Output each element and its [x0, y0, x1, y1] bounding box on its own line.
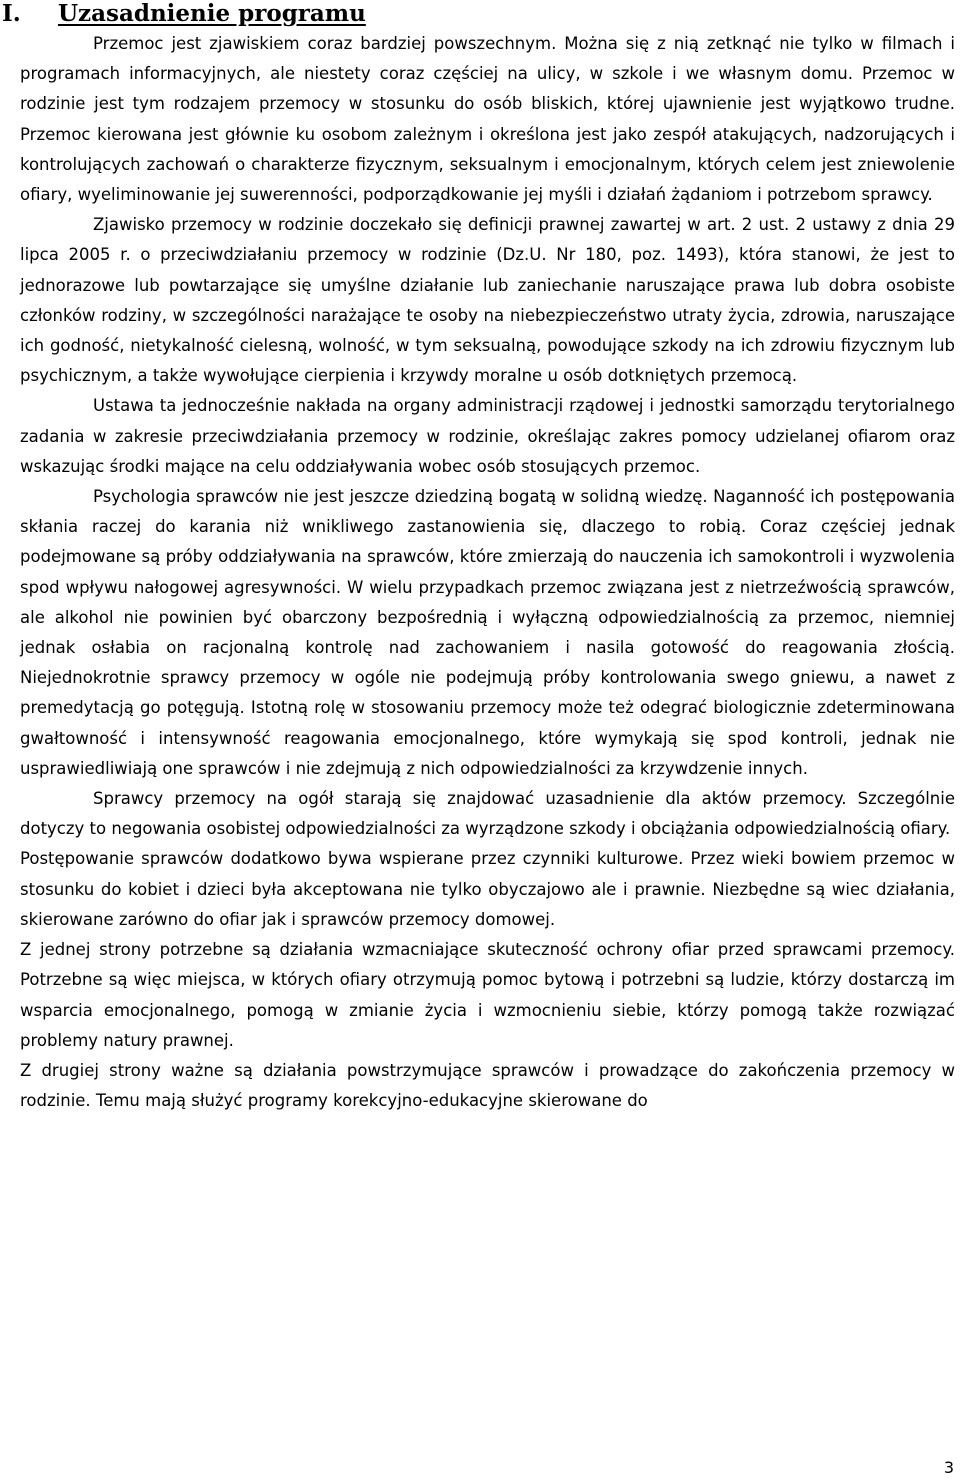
paragraph-3: Ustawa ta jednocześnie nakłada na organy administracji rządowej i jednostki samorządu terytorialnego zadania w zakresie przeciwdziałania przemocy w rodzinie, określając zakres pomocy udzielanej ofiarom oraz wskazując środki mające na celu oddziaływania wobec osób stosujących przemoc.: [20, 396, 955, 476]
page-number: 3: [943, 1458, 954, 1477]
paragraph-2: Zjawisko przemocy w rodzinie doczekało się definicji prawnej zawartej w art. 2 ust. 2 ustawy z dnia 29 lipca 2005 r. o przeciwdziałaniu przemocy w rodzinie (Dz.U. Nr 180, poz. 1493), która stanowi, że jest to jednorazowe lub powtarzające się umyślne działanie lub zaniechanie naruszające prawa lub dobra osobiste członków rodziny, w szczególności narażające te osoby na niebezpieczeństwo utraty życia, zdrowia, naruszające ich godność, nietykalność cielesną, wolność, w tym seksualną, powodujące szkody na ich zdrowiu fizycznym lub psychicznym, a także wywołujące cierpienia i krzywdy moralne u osób dotkniętych przemocą.: [20, 215, 955, 386]
section-number: I.: [2, 0, 21, 27]
section-heading: [0, 0, 935, 29]
paragraph-7: Z jednej strony potrzebne są działania wzmacniające skuteczność ochrony ofiar przed sprawcami przemocy. Potrzebne są więc miejsca, w których ofiary otrzymują pomoc bytową i potrzebni są ludzie, którzy dostarczą im wsparcia emocjonalnego, pomogą w zmianie życia i wzmocnieniu siebie, którzy pomogą także rozwiązać problemy natury prawnej.: [20, 940, 955, 1050]
paragraph-4: Psychologia sprawców nie jest jeszcze dziedziną bogatą w solidną wiedzę. Naganność ich postępowania skłania raczej do karania niż wnikliwego zastanowienia się, dlaczego to robią. Coraz częściej jednak podejmowane są próby oddziaływania na sprawców, które zmierzają do nauczenia ich samokontroli i wyzwolenia spod wpływu nałogowej agresywności. W wielu przypadkach przemoc związana jest z nietrzeźwością sprawców, ale alkohol nie powinien być obarczony bezpośrednią i wyłączną odpowiedzialnością za przemoc, niemniej jednak osłabia on racjonalną kontrolę nad zachowaniem i nasila gotowość do reagowania złością. Niejednokrotnie sprawcy przemocy w ogóle nie podejmują próby kontrolowania swego gniewu, a nawet z premedytacją go potęgują. Istotną rolę w stosowaniu przemocy może też odegrać biologicznie zdeterminowana gwałtowność i intensywność reagowania emocjonalnego, które wymykają się spod kontroli, jednak nie usprawiedliwiają one sprawców i nie zdejmują z nich odpowiedzialności za krzywdzenie innych.: [20, 487, 955, 778]
section-title: Uzasadnienie programu: [58, 0, 366, 27]
paragraph-8: Z drugiej strony ważne są działania powstrzymujące sprawców i prowadzące do zakończenia przemocy w rodzinie. Temu mają służyć programy korekcyjno-edukacyjne skierowane do: [20, 1060, 955, 1111]
paragraph-5: Sprawcy przemocy na ogół starają się znajdować uzasadnienie dla aktów przemocy. Szczególnie dotyczy to negowania osobistej odpowiedzialności za wyrządzone szkody i obciążania odpowiedzialnością ofiary.: [20, 789, 955, 839]
paragraph-1: Przemoc jest zjawiskiem coraz bardziej powszechnym. Można się z nią zetknąć nie tylko w filmach i programach informacyjnych, ale niestety coraz częściej na ulicy, w szkole i we własnym domu. Przemoc w rodzinie jest tym rodzajem przemocy w stosunku do osób bliskich, której ujawnienie jest wyjątkowo trudne. Przemoc kierowana jest głównie ku osobom zależnym i określona jest jako zespół atakujących, nadzorujących i kontrolujących zachowań o charakterze fizycznym, seksualnym i emocjonalnym, których celem jest zniewolenie ofiary, wyeliminowanie jej suwerenności, podporządkowanie jej myśli i działań żądaniom i potrzebom sprawcy.: [20, 34, 955, 205]
document-body: [20, 29, 955, 1116]
paragraph-6: Postępowanie sprawców dodatkowo bywa wspierane przez czynniki kulturowe. Przez wieki bowiem przemoc w stosunku do kobiet i dzieci była akceptowana nie tylko obyczajowo ale i prawnie. Niezbędne są wiec działania, skierowane zarówno do ofiar jak i sprawców przemocy domowej.: [20, 849, 955, 929]
